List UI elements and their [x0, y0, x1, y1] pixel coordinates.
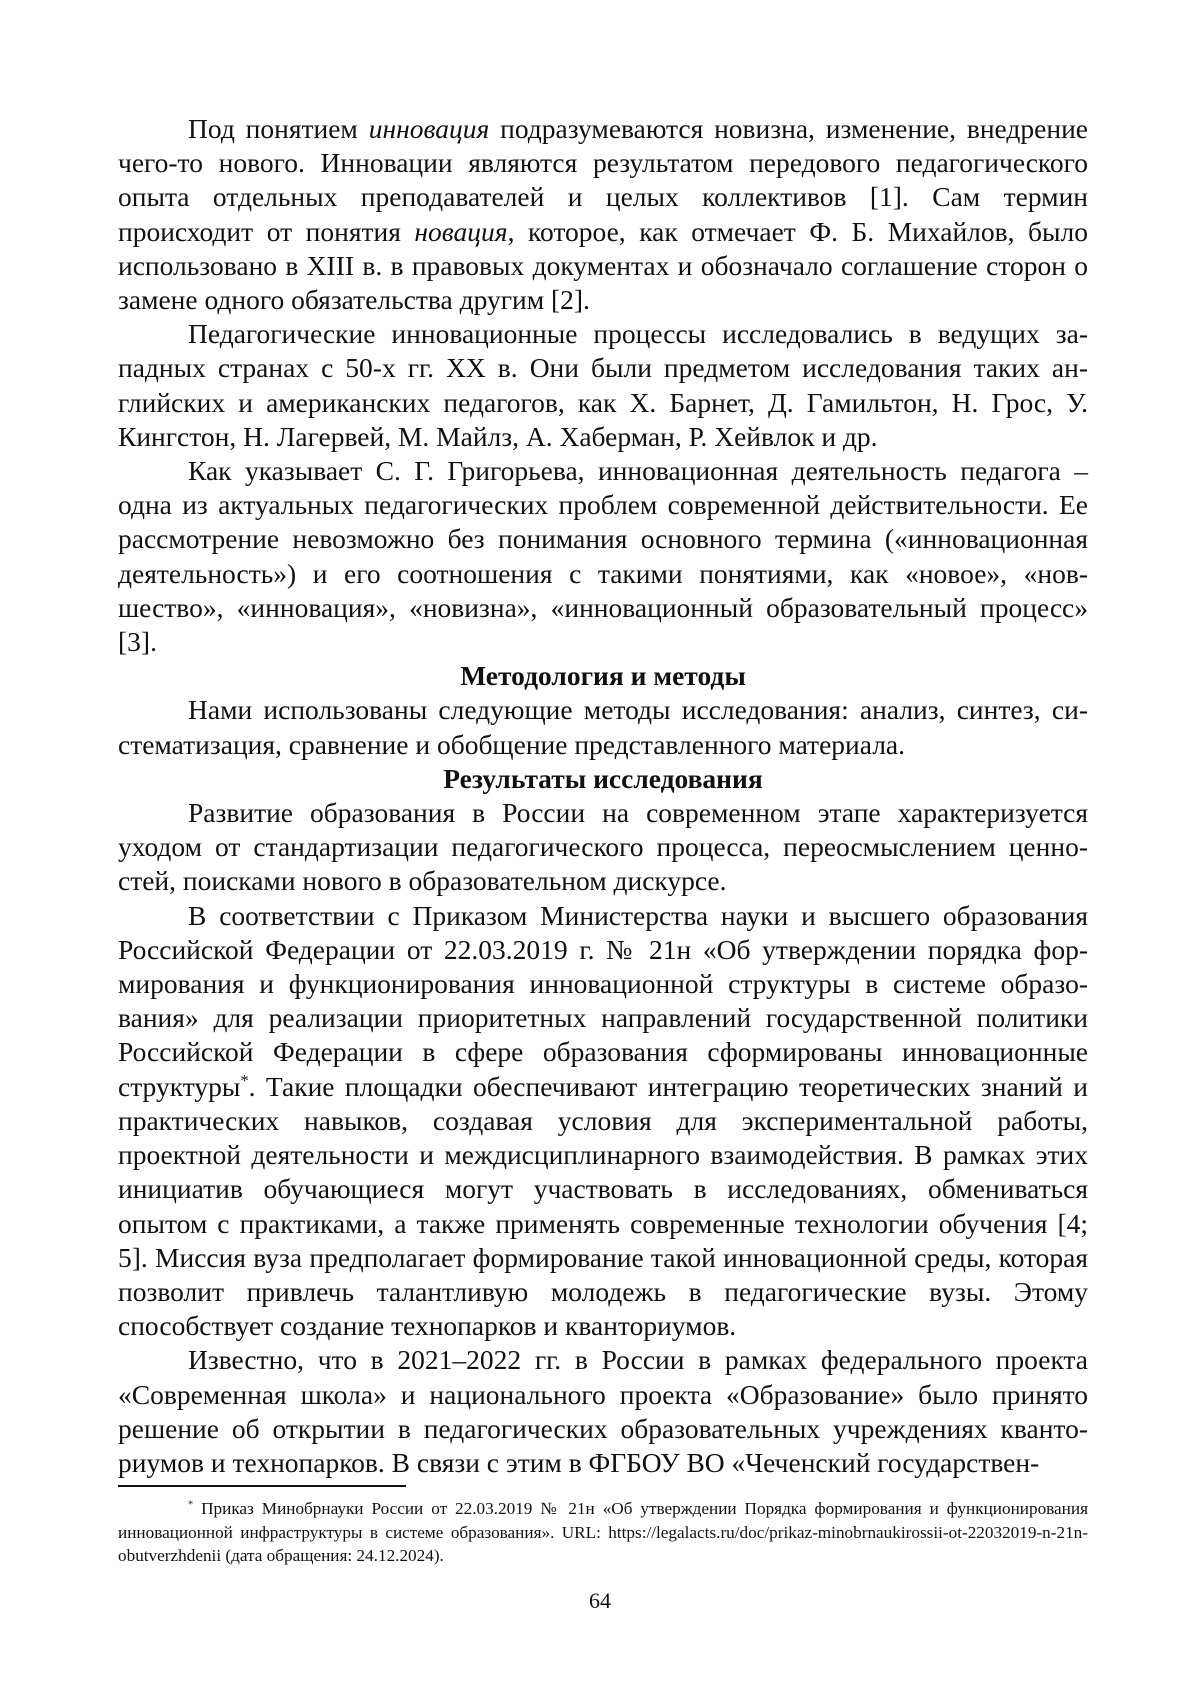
heading-results: Результаты исследования: [443, 762, 763, 794]
paragraph-grigorieva: Как указывает С. Г. Григорьева, инновационная деятельность педагога – одна из актуальных педагогических проблем современной действительности. Ее рассмотрение невозможно без понимания основного термина («инновационная деятельность») и его соотношения с такими понятиями, как «новое», «новшество», «инновация», «новизна», «инновационный образовательный процесс» [3].: [118, 455, 1088, 658]
footnote: [118, 1497, 1088, 1568]
footnote-marker: *: [188, 1499, 194, 1511]
paragraph-ministry-order: В соответствии с Приказом Министерства науки и высшего образования Российской Федерации от 22.03.2019 г. № 21н «Об утверждении порядка формирования и функционирования инновационной структуры в системе образования» для реализации приоритетных направлений государственной политики Российской Федерации в сфере образования сформированы инновационные структуры*. Такие площадки обеспечивают интеграцию теоретических знаний и практических навыков, создавая условия для экспериментальной работы, проектной деятельности и междисциплинарного взаимодействия. В рамках этих инициатив обучающиеся могут участвовать в исследованиях, обмениваться опытом с практиками, а также применять современные технологии обучения [4; 5]. Миссия вуза предполагает формирование такой инновационной среды, которая позволит привлечь талантливую молодежь в педагогические вузы. Этому способствует создание технопарков и кванториумов.: [118, 899, 1088, 1342]
footnote-divider: [118, 1485, 406, 1487]
page-number: 64: [589, 1588, 611, 1613]
body-text: [118, 112, 1088, 1480]
paragraph-western-research: Педагогические инновационные процессы исследовались в ведущих западных странах с 50-х гг. XX в. Они были предметом исследования таких английских и американских педагогов, как Х. Барнет, Д. Гамильтон, Н. Грос, У. Кингстон, Н. Лагервей, М. Майлз, А. Хаберман, Р. Хейвлок и др.: [118, 318, 1088, 452]
term-novation: новация: [414, 215, 508, 247]
heading-methods: Методология и методы: [460, 660, 746, 692]
paragraph-innovation-definition: Под понятием инновация подразумеваются новизна, изменение, внедрение чего-то нового. Инновации являются результатом передового педагогического опыта отдельных преподавателей и целых коллективов [1]. Сам термин происходит от понятия новация, которое, как отмечает Ф. Б. Михайлов, было использовано в XIII в. в правовых документах и обозначало соглашение сторон о замене одного обязательства другим [2].: [118, 113, 1088, 316]
footnote-text: Приказ Минобрнауки России от 22.03.2019 № 21н «Об утверждении Порядка формирования и функционирования инновационной инфраструктуры в системе образования». URL: https://legalacts.ru/doc/prikaz-minobrnaukirossii-ot-22032019-n-21n-obutverzhdenii (дата обращения: 24.12.2024).: [118, 1499, 1088, 1565]
paragraph-education-development: Развитие образования в России на современном этапе характеризуется уходом от стандартизации педагогического процесса, переосмыслением ценностей, поисками нового в образовательном дискурсе.: [118, 797, 1088, 897]
footnote-reference: *: [240, 1070, 249, 1090]
paragraph-quantoriums: Известно, что в 2021–2022 гг. в России в рамках федерального проекта «Современная школа» и национального проекта «Образование» было принято решение об открытии в педагогических образовательных учреждениях кванториумов и технопарков. В связи с этим в ФГБОУ ВО «Чеченский государствен-: [118, 1344, 1088, 1478]
paragraph-methods: Нами использованы следующие методы исследования: анализ, синтез, систематизация, сравнение и обобщение представленного материала.: [118, 694, 1088, 760]
term-innovation: инновация: [368, 113, 490, 144]
